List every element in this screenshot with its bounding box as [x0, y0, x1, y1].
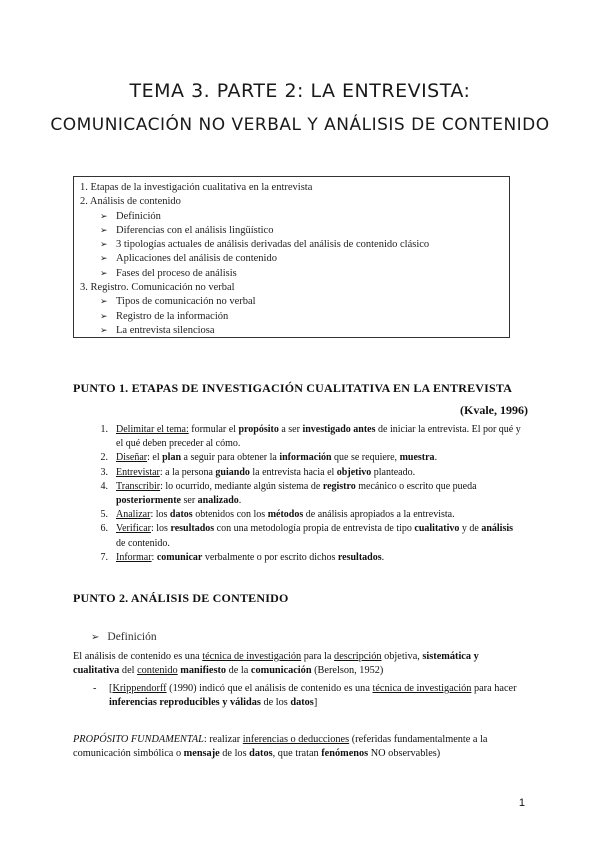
page-number: 1 [518, 797, 525, 809]
list-item: 1. Delimitar el tema: formular el propósito a ser investigado antes de iniciar la entrevista. El por qué y el qué deben preceder al cómo. [100, 424, 521, 450]
toc-item: 2. Análisis de contenido [80, 196, 181, 208]
section-heading-punto1: PUNTO 1. ETAPAS DE INVESTIGACIÓN CUALITATIVA EN LA ENTREVISTA [73, 381, 513, 395]
list-item: 3. Entrevistar: a la persona guiando la entrevista hacia el objetivo planteado. [100, 466, 416, 478]
list-item: 2. Diseñar: el plan a seguir para obtener la información que se requiere, muestra. [100, 452, 438, 464]
arrow-icon: ➢ [100, 311, 108, 322]
quote-item: - [Krippendorff (1990) indicó que el análisis de contenido es una técnica de investigación para hacer inferencias reproducibles y válidas de los datos] [93, 683, 517, 709]
table-of-contents [73, 176, 510, 338]
toc-item: 3. Registro. Comunicación no verbal [80, 282, 235, 294]
page-subtitle: COMUNICACIÓN NO VERBAL Y ANÁLISIS DE CONTENIDO [50, 115, 550, 135]
toc-subitem: ➢ Fases del proceso de análisis [80, 267, 503, 281]
section-heading-punto2: PUNTO 2. ANÁLISIS DE CONTENIDO [73, 591, 289, 605]
arrow-icon: ➢ [100, 268, 108, 279]
toc-item: 1. Etapas de la investigación cualitativa en la entrevista [80, 182, 313, 193]
definition-paragraph: El análisis de contenido es una técnica de investigación para la descripción objetiva, sistemática y cualitativa del contenido manifiesto de la comunicación (Berelson, 1952) [73, 651, 479, 677]
arrow-icon: ➢ [100, 225, 108, 236]
list-item: 7. Informar: comunicar verbalmente o por escrito dichos resultados. [100, 551, 385, 563]
list-item: 5. Analizar: los datos obtenidos con los métodos de análisis apropiados a la entrevista. [100, 509, 455, 521]
purpose-paragraph: PROPÓSITO FUNDAMENTAL: realizar inferencias o deducciones (referidas fundamentalmente a la comunicación simbólica o mensaje de los datos, que tratan fenómenos NO observables) [73, 734, 488, 760]
arrow-icon: ➢ [100, 297, 108, 308]
toc-subitem: ➢ Diferencias con el análisis lingüístico [80, 224, 503, 238]
toc-subitem: ➢ La entrevista silenciosa [80, 324, 503, 338]
toc-subitem: ➢ Registro de la información [80, 310, 503, 324]
page-title: TEMA 3. PARTE 2: LA ENTREVISTA: [129, 80, 471, 102]
toc-subitem: ➢ Tipos de comunicación no verbal [80, 295, 503, 309]
list-item: 6. Verificar: los resultados con una metodología propia de entrevista de tipo cualitativo y de análisis de contenido. [100, 523, 514, 549]
arrow-icon: ➢ [100, 211, 108, 222]
toc-subitem: ➢ Aplicaciones del análisis de contenido [80, 252, 503, 266]
subheading-definicion: ➢ Definición [91, 631, 157, 643]
steps-list [83, 423, 523, 565]
list-item: 4. Transcribir: lo ocurrido, mediante algún sistema de registro mecánico o escrito que pueda posteriormente ser analizado. [100, 480, 477, 507]
arrow-icon: ➢ [100, 325, 108, 336]
citation: (Kvale, 1996) [460, 403, 528, 417]
arrow-icon: ➢ [91, 632, 100, 643]
arrow-icon: ➢ [100, 240, 108, 251]
toc-subitem: ➢ Definición [80, 210, 503, 224]
toc-subitem: ➢ 3 tipologías actuales de análisis derivadas del análisis de contenido clásico [80, 238, 503, 252]
arrow-icon: ➢ [100, 254, 108, 265]
